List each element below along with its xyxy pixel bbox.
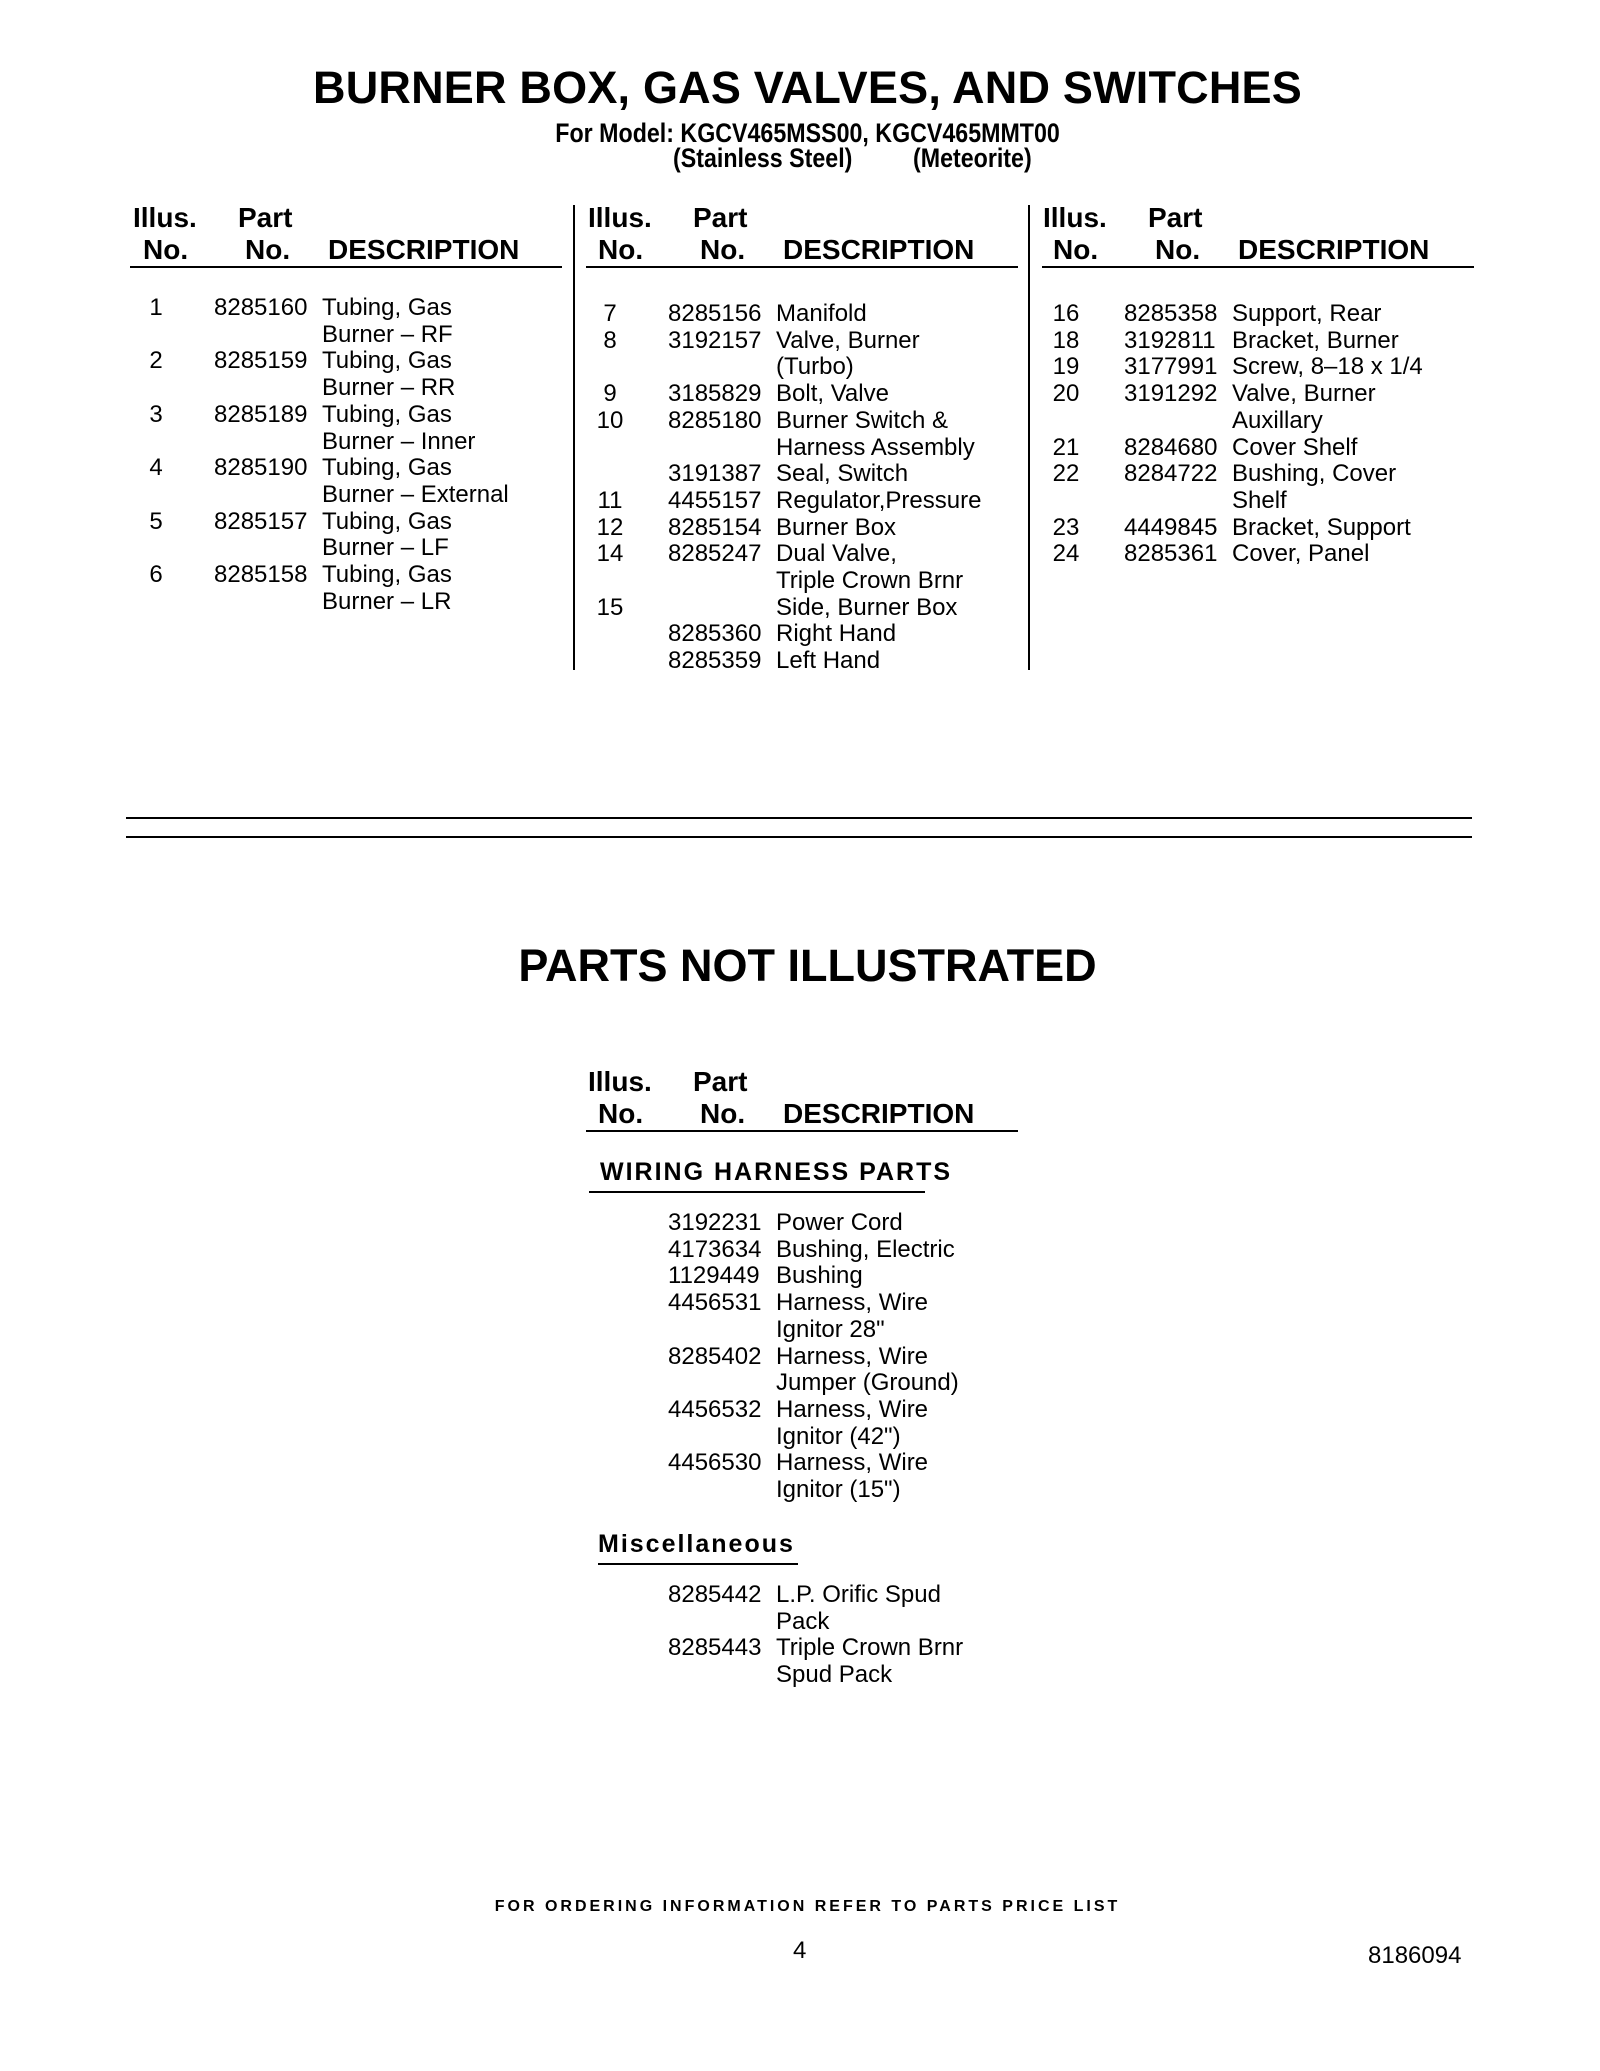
part-row bbox=[594, 1450, 959, 1477]
part-description: Tubing, Gas bbox=[322, 561, 452, 589]
part-description: Valve, Burner bbox=[1232, 380, 1376, 408]
illus-number: 7 bbox=[603, 300, 617, 327]
part-row bbox=[1050, 354, 1423, 381]
part-number: 8285442 bbox=[668, 1581, 762, 1608]
part-row bbox=[1050, 408, 1423, 435]
illus-number: 12 bbox=[596, 513, 624, 541]
illus-number bbox=[140, 429, 172, 456]
part-number bbox=[668, 435, 776, 462]
part-row bbox=[140, 295, 509, 322]
illus-number: 23 bbox=[1052, 513, 1080, 541]
part-row bbox=[1050, 461, 1423, 488]
part-description: Shelf bbox=[1232, 486, 1287, 514]
illus-number: 1 bbox=[149, 294, 163, 321]
part-row bbox=[594, 1263, 959, 1290]
illus-number: 2 bbox=[149, 347, 163, 375]
illus-no-label: No. bbox=[143, 234, 189, 265]
column-divider bbox=[573, 205, 575, 670]
illus-number bbox=[594, 568, 626, 595]
illus-number: 6 bbox=[149, 561, 163, 589]
part-number: 4455157 bbox=[668, 486, 762, 514]
illus-number: 15 bbox=[596, 593, 624, 621]
part-row bbox=[140, 562, 509, 589]
illus-number bbox=[1050, 408, 1082, 435]
part-description: Harness, Wire bbox=[776, 1449, 929, 1477]
part-description: Support, Rear bbox=[1232, 300, 1382, 327]
part-row bbox=[1050, 488, 1423, 515]
part-description: Ignitor (42") bbox=[776, 1422, 901, 1450]
part-description: Burner Box bbox=[776, 513, 897, 541]
part-description: Bracket, Burner bbox=[1232, 326, 1399, 354]
part-row bbox=[594, 354, 981, 381]
part-number: 8285358 bbox=[1124, 300, 1218, 327]
part-row bbox=[140, 348, 509, 375]
part-number: 8285402 bbox=[668, 1342, 762, 1370]
illus-label: Illus. bbox=[588, 202, 652, 233]
part-description: Tubing, Gas bbox=[322, 507, 452, 535]
illus-no-label: No. bbox=[598, 234, 644, 265]
part-description: Burner – External bbox=[322, 480, 509, 508]
description-label: DESCRIPTION bbox=[783, 1098, 975, 1129]
illus-number: 3 bbox=[149, 400, 163, 428]
section-divider-top bbox=[126, 817, 1472, 819]
part-row bbox=[1050, 515, 1423, 542]
part-description: Bushing bbox=[776, 1262, 863, 1290]
part-number bbox=[214, 482, 322, 509]
miscellaneous-rule bbox=[598, 1563, 798, 1565]
illus-number: 21 bbox=[1052, 433, 1080, 461]
part-number bbox=[668, 354, 776, 381]
illus-number: 24 bbox=[1052, 540, 1080, 568]
illus-number: 8 bbox=[603, 326, 617, 354]
part-row bbox=[594, 408, 981, 435]
parts-not-illustrated-title: PARTS NOT ILLUSTRATED bbox=[518, 940, 1097, 991]
part-description: Cover Shelf bbox=[1232, 433, 1358, 461]
part-row bbox=[594, 1317, 959, 1344]
part-row bbox=[594, 1237, 959, 1264]
part-number: 8285159 bbox=[214, 347, 308, 375]
part-number: 3192157 bbox=[668, 326, 762, 354]
part-row bbox=[140, 482, 509, 509]
part-description: Jumper (Ground) bbox=[776, 1369, 959, 1397]
part-number: 8285247 bbox=[668, 540, 762, 568]
illus-number: 19 bbox=[1052, 353, 1080, 381]
part-number: 4456532 bbox=[668, 1395, 762, 1423]
part-no-label: No. bbox=[245, 234, 291, 265]
illus-number bbox=[594, 621, 626, 648]
part-description: Regulator,Pressure bbox=[776, 486, 982, 514]
illus-label: Illus. bbox=[1043, 202, 1107, 233]
part-description: Valve, Burner bbox=[776, 326, 920, 354]
part-number bbox=[668, 1370, 776, 1397]
description-label: DESCRIPTION bbox=[1238, 234, 1430, 265]
parts-list-column-2 bbox=[594, 301, 981, 675]
part-row bbox=[140, 455, 509, 482]
wiring-harness-rule bbox=[589, 1191, 925, 1193]
part-description: Right Hand bbox=[776, 620, 897, 648]
wiring-harness-label: WIRING HARNESS PARTS bbox=[600, 1158, 953, 1186]
column-divider bbox=[1028, 205, 1030, 670]
part-description: Triple Crown Brnr bbox=[776, 567, 964, 595]
part-number: 3185829 bbox=[668, 380, 762, 408]
part-row bbox=[140, 509, 509, 536]
part-description: Burner – RF bbox=[322, 320, 453, 348]
part-description: Dual Valve, bbox=[776, 540, 897, 568]
illus-no-label: No. bbox=[1053, 234, 1099, 265]
illus-number bbox=[594, 648, 626, 675]
miscellaneous-list bbox=[594, 1582, 963, 1689]
part-no-label: No. bbox=[700, 1098, 746, 1129]
part-row bbox=[594, 1290, 959, 1317]
part-row bbox=[594, 1662, 963, 1689]
illus-number bbox=[594, 461, 626, 488]
wiring-harness-list bbox=[594, 1210, 959, 1504]
part-number: 8285360 bbox=[668, 620, 762, 648]
part-description: Spud Pack bbox=[776, 1661, 893, 1689]
part-description: Harness Assembly bbox=[776, 433, 975, 461]
part-number bbox=[668, 568, 776, 595]
illus-number bbox=[1050, 488, 1082, 515]
illus-number: 20 bbox=[1052, 380, 1080, 408]
part-label: Part bbox=[238, 202, 293, 233]
part-row bbox=[594, 488, 981, 515]
part-row bbox=[594, 381, 981, 408]
part-number: 8285156 bbox=[668, 300, 762, 327]
part-number bbox=[214, 535, 322, 562]
part-number bbox=[668, 1317, 776, 1344]
part-number bbox=[214, 429, 322, 456]
part-description: Power Cord bbox=[776, 1209, 903, 1236]
part-description: Bolt, Valve bbox=[776, 380, 889, 408]
parts-list-column-3 bbox=[1050, 301, 1423, 568]
part-number: 4456531 bbox=[668, 1289, 762, 1317]
part-description: Harness, Wire bbox=[776, 1395, 929, 1423]
part-label: Part bbox=[693, 1066, 748, 1097]
part-no-label: No. bbox=[1155, 234, 1201, 265]
part-number: 8284680 bbox=[1124, 433, 1218, 461]
part-row bbox=[1050, 435, 1423, 462]
model-line: For Model: KGCV465MSS00, KGCV465MMT00 bbox=[555, 118, 1060, 148]
part-description: Left Hand bbox=[776, 647, 881, 675]
illus-number: 18 bbox=[1052, 326, 1080, 354]
part-description: Bushing, Electric bbox=[776, 1235, 955, 1263]
part-row bbox=[594, 435, 981, 462]
part-description: Bushing, Cover bbox=[1232, 460, 1397, 488]
part-row bbox=[594, 541, 981, 568]
illus-number: 4 bbox=[149, 454, 163, 482]
part-number: 4173634 bbox=[668, 1235, 762, 1263]
part-row bbox=[594, 461, 981, 488]
finish-meteorite: (Meteorite) bbox=[913, 143, 1032, 173]
header-rule bbox=[130, 266, 562, 268]
illus-number: 11 bbox=[597, 486, 623, 514]
part-row bbox=[594, 328, 981, 355]
illus-number: 5 bbox=[149, 507, 163, 535]
part-description: Harness, Wire bbox=[776, 1289, 929, 1317]
part-number: 8285158 bbox=[214, 561, 308, 589]
part-row bbox=[594, 1424, 959, 1451]
part-description: Side, Burner Box bbox=[776, 593, 958, 621]
part-description: Ignitor 28" bbox=[776, 1315, 885, 1343]
section-divider-bottom bbox=[126, 836, 1472, 838]
part-number: 8284722 bbox=[1124, 460, 1218, 488]
part-number: 1129449 bbox=[668, 1262, 760, 1290]
illus-number: 10 bbox=[596, 406, 624, 434]
part-row bbox=[1050, 541, 1423, 568]
part-row bbox=[594, 648, 981, 675]
part-description: Auxillary bbox=[1232, 406, 1323, 434]
illus-label: Illus. bbox=[588, 1066, 652, 1097]
part-row bbox=[594, 301, 981, 328]
finish-stainless: (Stainless Steel) bbox=[673, 143, 853, 173]
part-row bbox=[594, 1370, 959, 1397]
part-description: Screw, 8–18 x 1/4 bbox=[1232, 353, 1423, 381]
illus-number bbox=[140, 535, 172, 562]
part-number: 8285443 bbox=[668, 1634, 762, 1662]
part-row bbox=[594, 515, 981, 542]
part-number: 8285361 bbox=[1124, 540, 1218, 568]
part-number bbox=[214, 375, 322, 402]
part-description: Harness, Wire bbox=[776, 1342, 929, 1370]
part-number: 8285154 bbox=[668, 513, 762, 541]
part-number bbox=[668, 1609, 776, 1636]
illus-no-label: No. bbox=[598, 1098, 644, 1129]
part-row bbox=[594, 1609, 963, 1636]
part-description: Burner – LF bbox=[322, 534, 449, 562]
illus-number: 16 bbox=[1052, 300, 1080, 327]
part-row bbox=[140, 589, 509, 616]
part-description: Burner Switch & bbox=[776, 406, 949, 434]
part-description: Cover, Panel bbox=[1232, 540, 1370, 568]
illus-number bbox=[594, 354, 626, 381]
ordering-note: FOR ORDERING INFORMATION REFER TO PARTS PRICE LIST bbox=[494, 1898, 1121, 1915]
part-number bbox=[668, 1662, 776, 1689]
part-row bbox=[594, 1344, 959, 1371]
part-number: 8285160 bbox=[214, 294, 308, 321]
part-description: Burner – Inner bbox=[322, 427, 476, 455]
part-description: Burner – RR bbox=[322, 374, 456, 402]
part-number: 8285359 bbox=[668, 647, 762, 675]
part-number: 3191292 bbox=[1124, 380, 1218, 408]
header-rule bbox=[1042, 266, 1474, 268]
part-description: Ignitor (15") bbox=[776, 1476, 901, 1504]
part-number: 8285189 bbox=[214, 400, 308, 428]
part-description: Bracket, Support bbox=[1232, 513, 1411, 541]
illus-number bbox=[140, 589, 172, 616]
part-number: 8285180 bbox=[668, 406, 762, 434]
part-number bbox=[214, 322, 322, 349]
part-number bbox=[1124, 488, 1232, 515]
illus-number bbox=[140, 482, 172, 509]
part-no-label: No. bbox=[700, 234, 746, 265]
part-number: 3191387 bbox=[668, 460, 762, 488]
part-row bbox=[1050, 328, 1423, 355]
part-row bbox=[140, 375, 509, 402]
part-description: Tubing, Gas bbox=[322, 294, 452, 321]
part-number: 3192231 bbox=[668, 1209, 762, 1236]
part-row bbox=[594, 1397, 959, 1424]
part-description: Tubing, Gas bbox=[322, 347, 452, 375]
part-description: Seal, Switch bbox=[776, 460, 909, 488]
part-number bbox=[668, 1424, 776, 1451]
part-row bbox=[1050, 381, 1423, 408]
illus-number bbox=[140, 375, 172, 402]
part-row bbox=[594, 1582, 963, 1609]
part-number bbox=[214, 589, 322, 616]
part-row bbox=[140, 322, 509, 349]
part-description: Burner – LR bbox=[322, 587, 452, 615]
header-rule bbox=[586, 1130, 1018, 1132]
document-number: 8186094 bbox=[1368, 1942, 1462, 1969]
illus-number: 22 bbox=[1052, 460, 1080, 488]
part-row bbox=[594, 1210, 959, 1237]
header-rule bbox=[586, 266, 1018, 268]
part-row bbox=[140, 402, 509, 429]
part-description: Manifold bbox=[776, 300, 867, 327]
illus-number bbox=[140, 322, 172, 349]
part-description: Triple Crown Brnr bbox=[776, 1634, 964, 1662]
part-row bbox=[1050, 301, 1423, 328]
part-number bbox=[668, 1477, 776, 1504]
illus-number: 14 bbox=[596, 540, 624, 568]
parts-list-column-1 bbox=[140, 295, 509, 615]
description-label: DESCRIPTION bbox=[783, 234, 975, 265]
part-number bbox=[1124, 408, 1232, 435]
part-label: Part bbox=[693, 202, 748, 233]
part-label: Part bbox=[1148, 202, 1203, 233]
part-row bbox=[594, 621, 981, 648]
part-number: 3192811 bbox=[1124, 326, 1216, 354]
part-row bbox=[594, 1477, 959, 1504]
part-number: 4456530 bbox=[668, 1449, 762, 1477]
illus-label: Illus. bbox=[133, 202, 197, 233]
part-number: 8285157 bbox=[214, 507, 308, 535]
part-number bbox=[668, 595, 776, 622]
part-number: 3177991 bbox=[1124, 353, 1218, 381]
miscellaneous-label: Miscellaneous bbox=[598, 1530, 795, 1558]
page-number: 4 bbox=[793, 1937, 807, 1964]
part-row bbox=[594, 568, 981, 595]
part-number: 8285190 bbox=[214, 454, 308, 482]
description-label: DESCRIPTION bbox=[328, 234, 520, 265]
page-title: BURNER BOX, GAS VALVES, AND SWITCHES bbox=[313, 62, 1302, 113]
part-row bbox=[594, 595, 981, 622]
illus-number: 9 bbox=[603, 380, 617, 408]
part-description: (Turbo) bbox=[776, 353, 854, 381]
part-description: Tubing, Gas bbox=[322, 454, 452, 482]
part-row bbox=[594, 1635, 963, 1662]
part-description: L.P. Orific Spud bbox=[776, 1581, 941, 1608]
part-row bbox=[140, 535, 509, 562]
part-row bbox=[140, 429, 509, 456]
illus-number bbox=[594, 435, 626, 462]
part-number: 4449845 bbox=[1124, 513, 1218, 541]
part-description: Pack bbox=[776, 1607, 830, 1635]
part-description: Tubing, Gas bbox=[322, 400, 452, 428]
